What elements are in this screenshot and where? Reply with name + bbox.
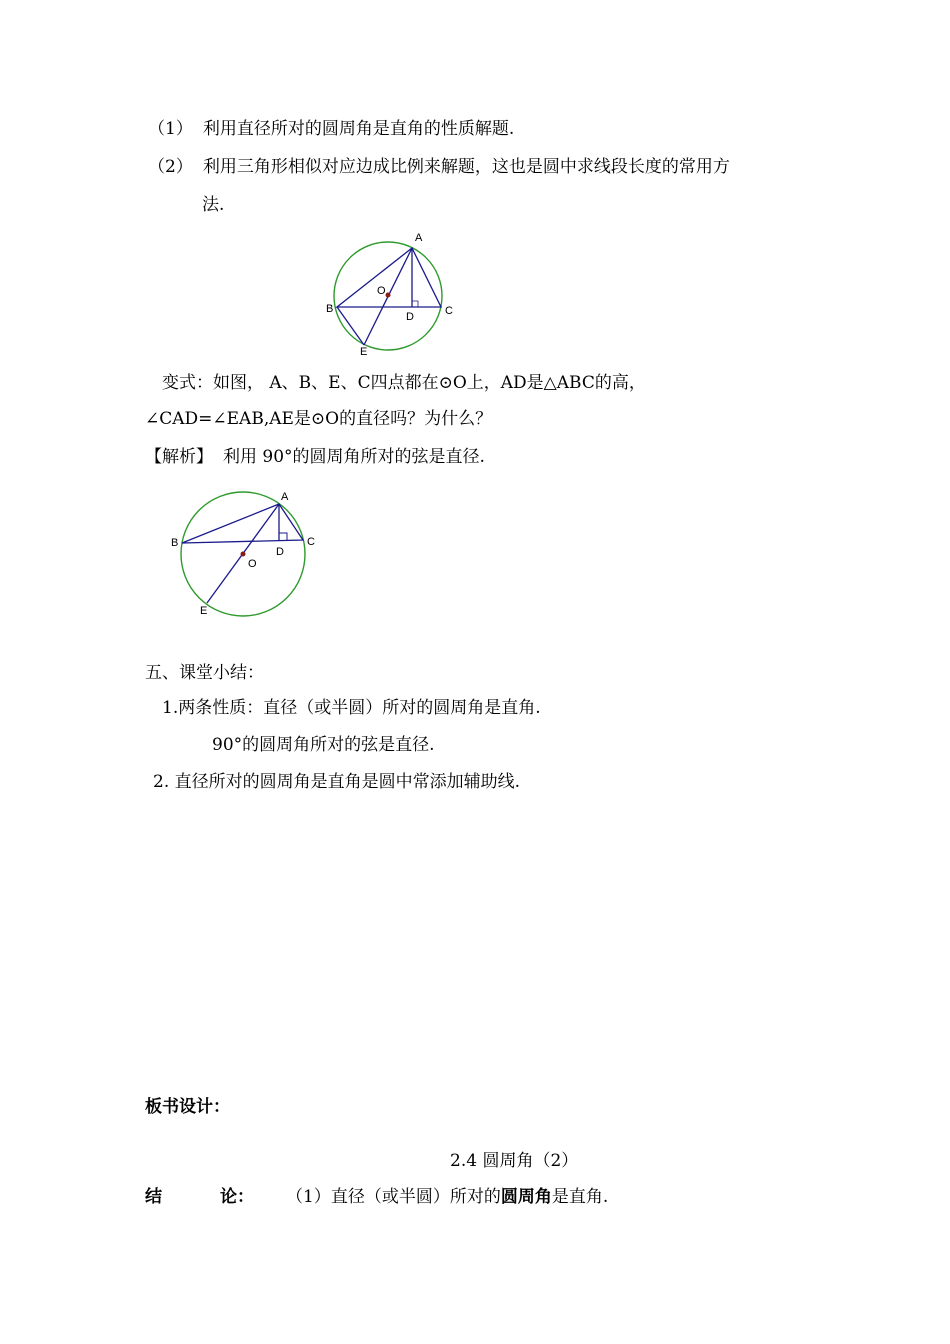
method-2 [148,156,730,178]
summary-item-1: 1.两条性质：直径（或半圆）所对的圆周角是直角. [162,698,541,718]
analysis-text: 利用 90°的圆周角所对的弦是直径. [223,447,485,467]
figure-1-segment-be [337,307,364,345]
figure-2-label-a: A [281,491,289,503]
figure-2 [165,485,325,620]
variant-line-2: ∠CAD=∠EAB,AE是⊙O的直径吗？为什么？ [145,409,493,429]
board-conclusion-label-b: 论： [220,1187,254,1207]
figure-1-label-b: B [326,303,334,315]
board-conclusion-post: 是直角. [551,1187,609,1207]
method-2-number: （2） [148,157,193,177]
figure-2-label-o: O [248,558,257,570]
figure-2-label-d: D [276,546,284,558]
method-2-text: 利用三角形相似对应边成比例来解题，这也是圆中求线段长度的常用方 [202,157,730,177]
summary-item-2: 2. 直径所对的圆周角是直角是圆中常添加辅助线. [153,772,521,792]
board-heading: 板书设计： [145,1097,230,1117]
analysis [145,446,485,468]
figure-1-center-point [386,293,391,298]
board-title: 2.4 圆周角（2） [450,1151,579,1171]
board-conclusion-pre: （1）直径（或半圆）所对的 [286,1187,501,1207]
figure-2-label-b: B [171,537,179,549]
summary-item-1b: 90°的圆周角所对的弦是直径. [212,735,435,755]
figure-1-label-d: D [406,311,414,323]
board-conclusion-bold: 圆周角 [500,1187,552,1207]
figure-1-label-o: O [377,285,386,297]
figure-1-label-e: E [360,346,368,358]
figure-2-label-e: E [200,605,208,617]
analysis-tag: 【解析】 [145,447,213,467]
figure-2-center-point [241,552,246,557]
figure-1 [320,228,470,363]
figure-2-label-c: C [307,536,315,548]
method-1 [148,118,514,140]
figure-1-label-a: A [415,232,423,244]
board-conclusion-label-a: 结 [145,1187,162,1207]
figure-1-right-angle-mark [412,301,418,307]
variant-line-1: 变式：如图， A、B、E、C四点都在⊙O上，AD是△ABC的高， [162,373,646,393]
figure-1-label-c: C [445,305,453,317]
summary-heading: 五、课堂小结： [145,663,264,683]
method-1-number: （1） [148,119,193,139]
method-2-continuation: 法. [202,195,225,215]
method-1-text: 利用直径所对的圆周角是直角的性质解题. [202,119,515,139]
board-conclusion [286,1186,608,1208]
